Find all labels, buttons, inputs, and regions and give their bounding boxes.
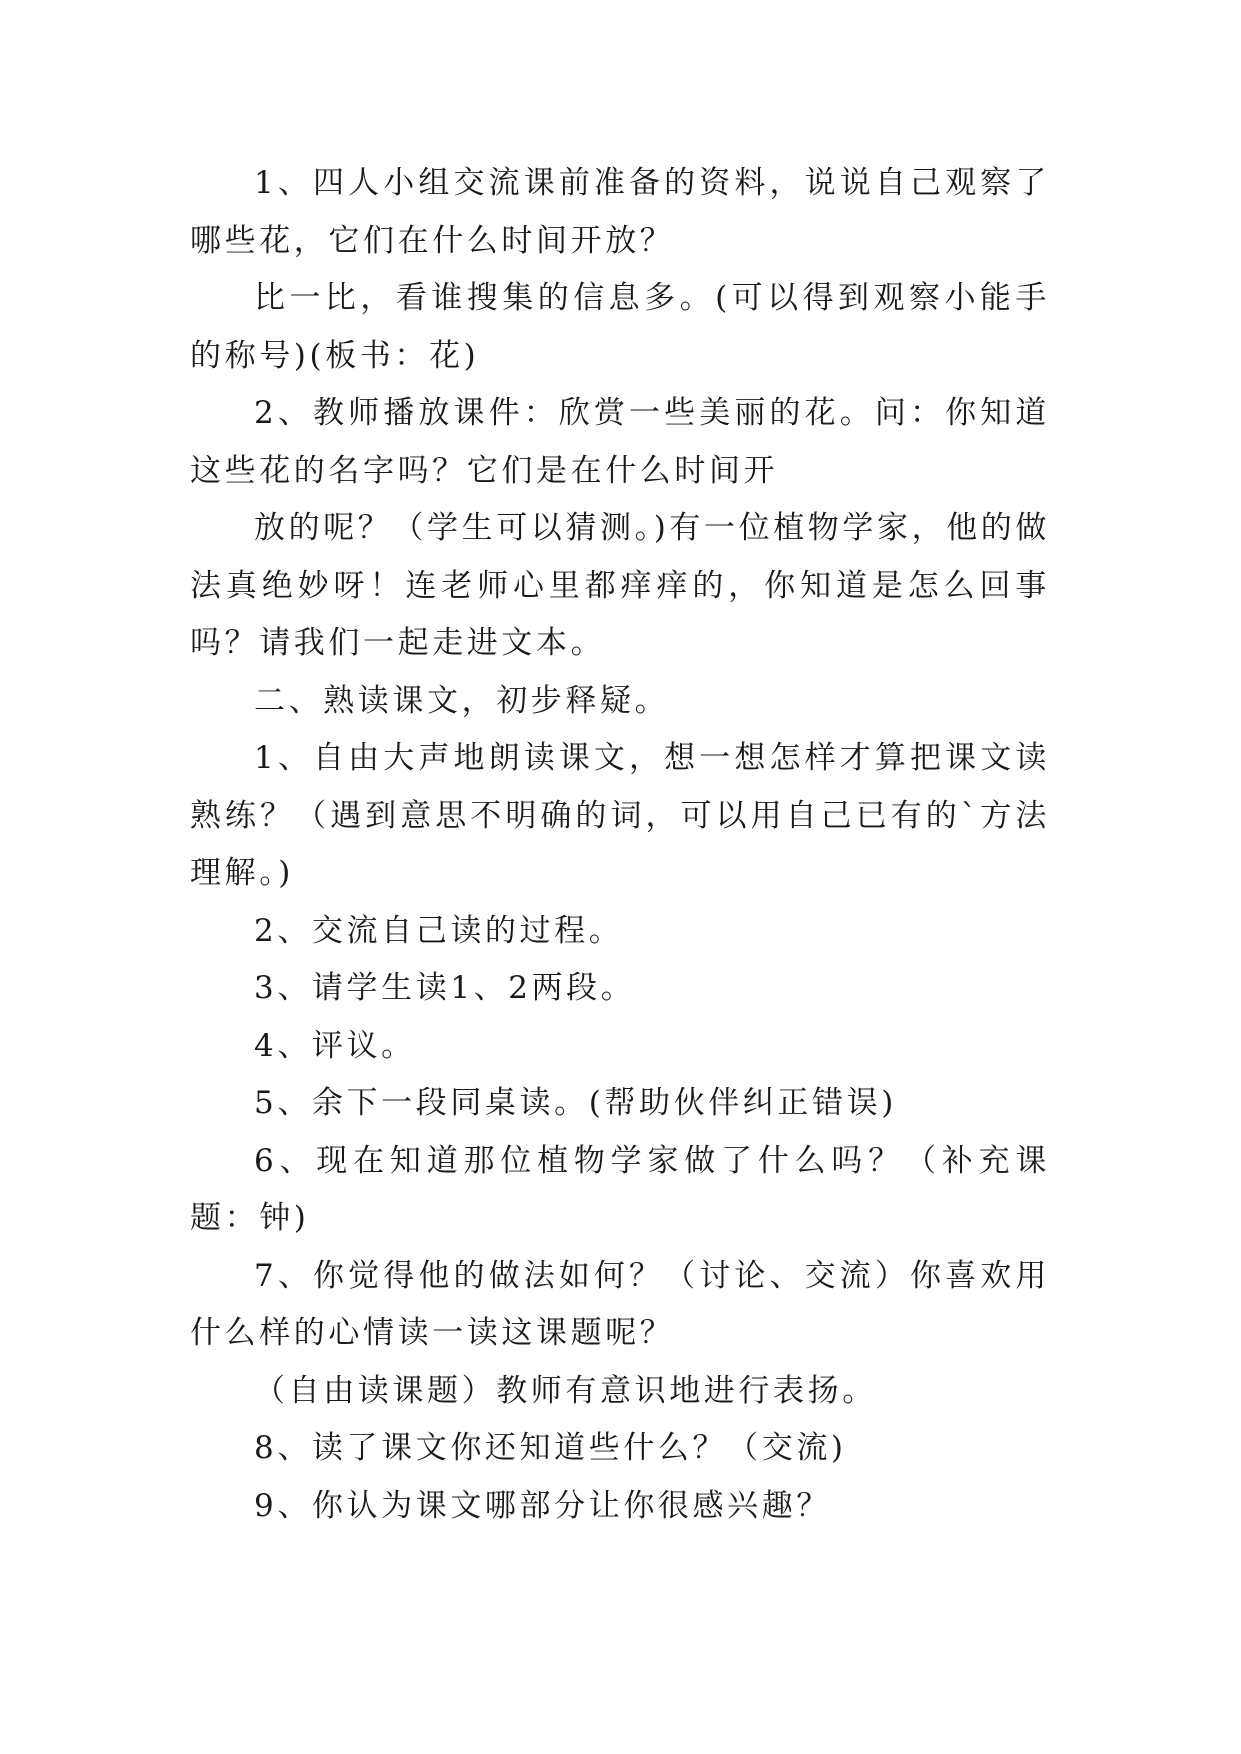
paragraph: 1、四人小组交流课前准备的资料，说说自己观察了哪些花，它们在什么时间开放？ (190, 165, 1050, 259)
paragraph: 二、熟读课文，初步释疑。 (254, 682, 670, 719)
paragraph: 6、现在知道那位植物学家做了什么吗？（补充课题：钟) (190, 1142, 1050, 1236)
paragraph: 比一比，看谁搜集的信息多。(可以得到观察小能手的称号)(板书：花) (190, 280, 1050, 374)
paragraph: 4、评议。 (254, 1027, 416, 1064)
paragraph: 1、自由大声地朗读课文，想一想怎样才算把课文读熟练？（遇到意思不明确的词，可以用自己已有的`方法理解。) (190, 740, 1050, 891)
paragraph: 8、读了课文你还知道些什么？（交流) (254, 1430, 847, 1466)
document-body (190, 155, 1050, 1535)
paragraph: 2、教师播放课件：欣赏一些美丽的花。问：你知道这些花的名字吗？它们是在什么时间开 (190, 395, 1050, 489)
paragraph: 5、余下一段同桌读。(帮助伙伴纠正错误) (254, 1085, 897, 1121)
paragraph: 7、你觉得他的做法如何？（讨论、交流）你喜欢用什么样的心情读一读这课题呢？ (190, 1257, 1050, 1351)
paragraph: 3、请学生读1、2两段。 (254, 970, 636, 1006)
paragraph: 9、你认为课文哪部分让你很感兴趣？ (254, 1487, 831, 1524)
paragraph: 放的呢？（学生可以猜测。)有一位植物学家，他的做法真绝妙呀！连老师心里都痒痒的，你知道是怎么回事吗？请我们一起走进文本。 (190, 510, 1050, 661)
paragraph: （自由读课题）教师有意识地进行表扬。 (254, 1372, 877, 1409)
paragraph: 2、交流自己读的过程。 (254, 912, 624, 949)
